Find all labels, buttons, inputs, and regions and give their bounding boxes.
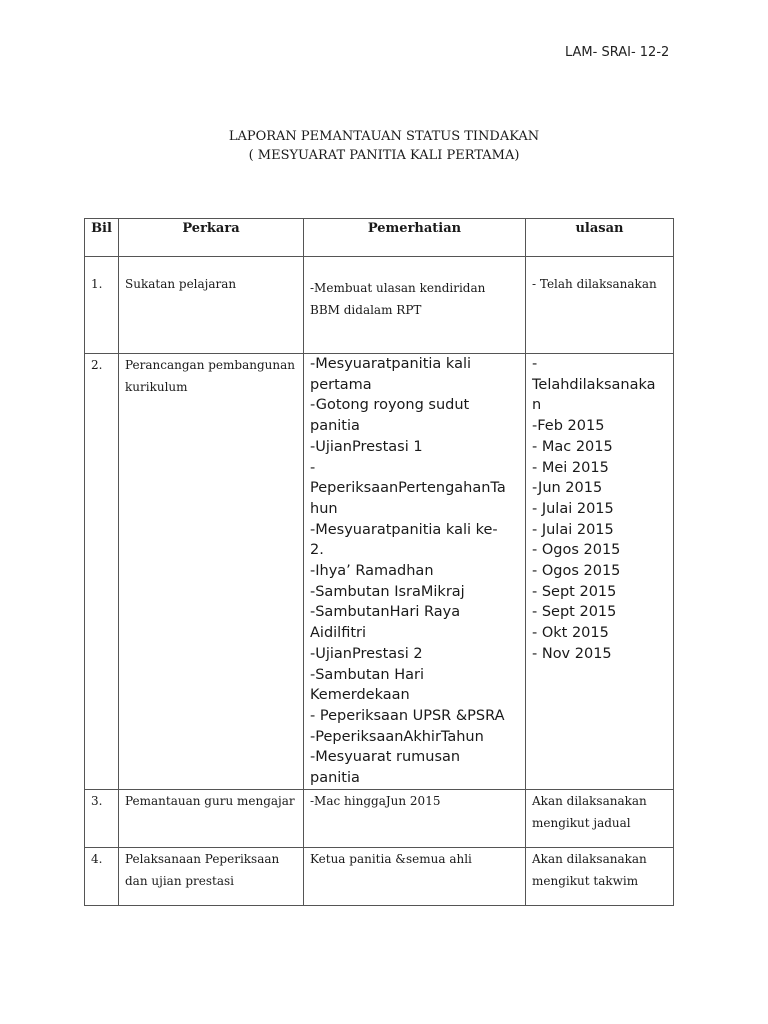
cell-line: -Gotong royong sudut	[310, 397, 470, 414]
cell-line: Akan dilaksanakan	[532, 793, 647, 808]
table-row	[85, 354, 674, 790]
cell-line: - Peperiksaan UPSR &PSRA	[310, 707, 505, 724]
cell-line: Akan dilaksanakan	[532, 851, 647, 866]
row-ulasan	[526, 847, 674, 905]
cell-line: -Mesyuaratpanitia kali ke-	[310, 521, 498, 538]
cell-line: - Telah dilaksanakan	[532, 277, 657, 291]
cell-line: kurikulum	[125, 380, 188, 394]
cell-line: - Ogos 2015	[532, 563, 621, 580]
row-pemerhatian	[304, 789, 526, 847]
cell-line: -	[532, 356, 538, 372]
cell-line: panitia	[310, 770, 360, 787]
cell-line: dan ujian prestasi	[125, 873, 235, 888]
cell-line: mengikut jadual	[532, 815, 631, 830]
cell-line: Pemantauan guru mengajar	[125, 793, 295, 808]
table-header-row	[85, 219, 674, 257]
cell-line: - Julai 2015	[532, 500, 614, 517]
row-bil: 4.	[85, 847, 119, 905]
header-perkara: Perkara	[119, 219, 304, 257]
cell-line: -Mac hinggaJun 2015	[310, 793, 441, 808]
cell-line: Ketua panitia &semua ahli	[310, 851, 472, 866]
cell-line: mengikut takwim	[532, 873, 639, 888]
cell-line: - Mac 2015	[532, 438, 613, 455]
cell-line: -Mesyuaratpanitia kali	[310, 356, 472, 372]
row-ulasan	[526, 354, 674, 790]
cell-line: 2.	[310, 542, 324, 559]
header-bil: Bil	[85, 219, 119, 257]
row-pemerhatian	[304, 257, 526, 354]
row-bil: 3.	[85, 789, 119, 847]
table-row	[85, 789, 674, 847]
title-line-2: ( MESYUARAT PANITIA KALI PERTAMA)	[248, 148, 520, 163]
header-pemerhatian: Pemerhatian	[304, 219, 526, 257]
cell-line: - Mei 2015	[532, 459, 609, 476]
cell-line: -SambutanHari Raya	[310, 604, 461, 621]
cell-line: panitia	[310, 418, 360, 435]
row-perkara	[119, 789, 304, 847]
cell-line: -Sambutan IsraMikraj	[310, 583, 465, 600]
row-ulasan	[526, 257, 674, 354]
cell-line: Kemerdekaan	[310, 687, 410, 704]
table-row	[85, 257, 674, 354]
table-row	[85, 847, 674, 905]
cell-line: -Membuat ulasan kendiridan	[310, 281, 486, 295]
cell-line: - Sept 2015	[532, 583, 617, 600]
status-report-table	[84, 218, 674, 906]
row-pemerhatian	[304, 354, 526, 790]
cell-line: -Mesyuarat rumusan	[310, 749, 461, 766]
cell-line: PeperiksaanPertengahanTa	[310, 480, 506, 497]
document-title	[0, 127, 768, 165]
cell-line: - Okt 2015	[532, 625, 609, 642]
cell-line: - Sept 2015	[532, 604, 617, 621]
cell-line: Telahdilaksanaka	[532, 376, 656, 393]
document-code: LAM- SRAI- 12-2	[565, 45, 670, 60]
header-ulasan: ulasan	[526, 219, 674, 257]
cell-line: -Jun 2015	[532, 480, 603, 497]
cell-line: -Ihya’ Ramadhan	[310, 563, 434, 580]
row-perkara	[119, 847, 304, 905]
cell-line: -Sambutan Hari	[310, 666, 424, 683]
row-perkara	[119, 257, 304, 354]
cell-line: - Ogos 2015	[532, 542, 621, 559]
title-line-1: LAPORAN PEMANTAUAN STATUS TINDAKAN	[228, 129, 540, 144]
cell-line: Aidilfitri	[310, 625, 367, 642]
cell-line: -	[310, 459, 316, 476]
cell-line: -UjianPrestasi 1	[310, 438, 423, 455]
cell-line: Perancangan pembangunan	[125, 358, 295, 372]
row-pemerhatian	[304, 847, 526, 905]
cell-line: hun	[310, 500, 338, 517]
cell-line: BBM didalam RPT	[310, 303, 422, 317]
cell-line: Sukatan pelajaran	[125, 277, 237, 291]
row-ulasan	[526, 789, 674, 847]
cell-line: -UjianPrestasi 2	[310, 645, 423, 662]
cell-line: -Feb 2015	[532, 418, 605, 435]
cell-line: - Julai 2015	[532, 521, 614, 538]
cell-line: - Nov 2015	[532, 645, 612, 662]
cell-line: -PeperiksaanAkhirTahun	[310, 728, 484, 745]
row-bil: 2.	[85, 354, 119, 790]
row-perkara	[119, 354, 304, 790]
cell-line: n	[532, 397, 542, 414]
row-bil: 1.	[85, 257, 119, 354]
cell-line: pertama	[310, 376, 372, 393]
cell-line: Pelaksanaan Peperiksaan	[125, 851, 280, 866]
